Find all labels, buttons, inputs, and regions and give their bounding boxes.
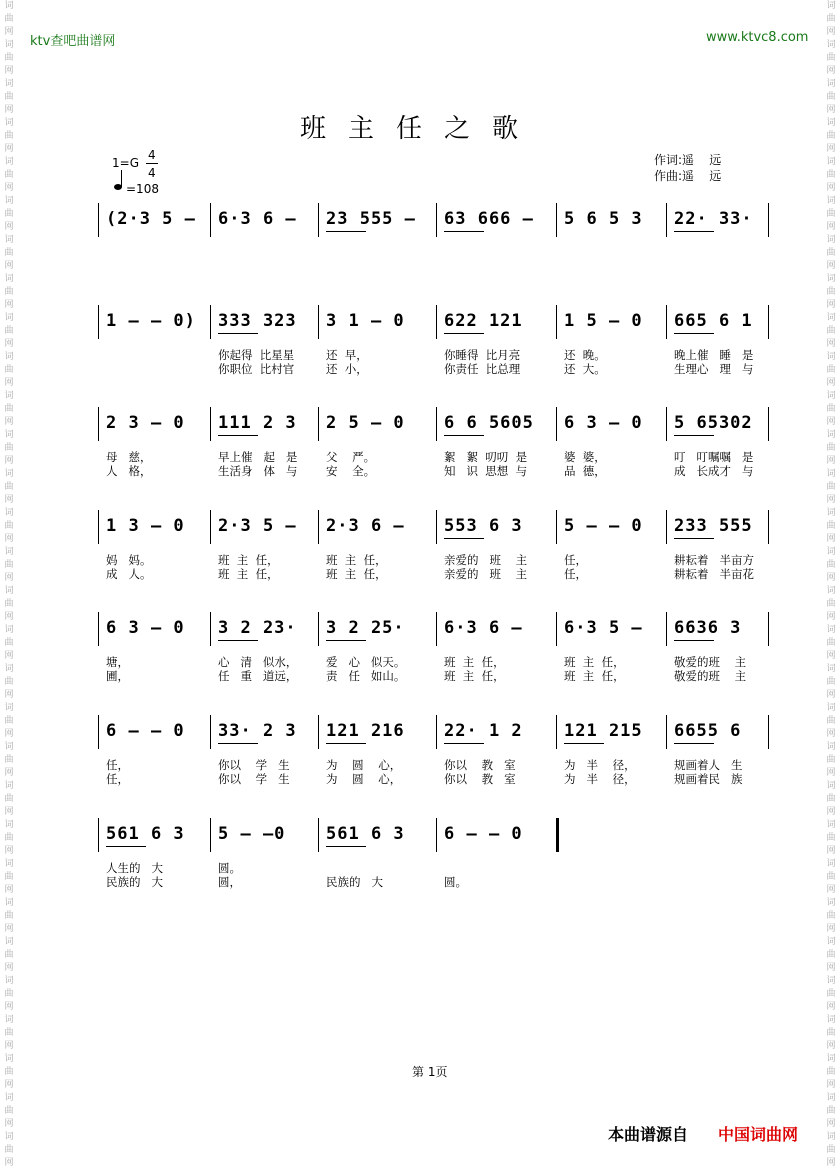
measure: 6 6 5605 [444, 413, 534, 433]
bar-line [210, 818, 211, 852]
lyric-line: 任， [106, 772, 129, 786]
lyric-line: 民族的 大 [106, 875, 163, 889]
bar-line [318, 305, 319, 339]
beam-line [444, 435, 484, 436]
bar-line [666, 612, 667, 646]
measure: 6636 3 [674, 618, 742, 638]
lyric-line: 你责任 比总理 [444, 362, 521, 376]
bar-line [98, 818, 99, 852]
lyric-line: 班 主 任， [564, 669, 625, 683]
bar-line [556, 510, 557, 544]
beam-line [218, 743, 258, 744]
bar-line [436, 510, 437, 544]
quarter-note-stem [121, 170, 122, 187]
bar-line [436, 203, 437, 237]
lyric-line: 你起得 比星星 [218, 348, 295, 362]
bar-line [556, 715, 557, 749]
score-row [98, 715, 768, 795]
bar-line [768, 510, 769, 544]
bar-line [666, 305, 667, 339]
beam-line [444, 333, 484, 334]
measure: 6·3 5 – [564, 618, 643, 638]
lyric-line: 圆， [218, 875, 241, 889]
lyric-line: 班 主 任， [326, 567, 387, 581]
measure: 33· 2 3 [218, 721, 297, 741]
lyric-line: 规画着人 生 [674, 758, 743, 772]
lyric-line: 你睡得 比月亮 [444, 348, 521, 362]
lyric-line: 任， [564, 567, 587, 581]
bar-line [436, 407, 437, 441]
beam-line [444, 743, 484, 744]
measure: 2 5 – 0 [326, 413, 405, 433]
bar-line [210, 407, 211, 441]
page-number: 第 1页 [412, 1065, 448, 1079]
lyric-line: 安 全。 [326, 464, 376, 478]
measure: 3 2 25· [326, 618, 405, 638]
lyric-line: 班 主 任， [564, 655, 625, 669]
beam-line [326, 231, 366, 232]
bar-line [556, 612, 557, 646]
bar-line [210, 510, 211, 544]
lyric-line: 圃， [106, 669, 129, 683]
bar-line [318, 715, 319, 749]
measure: 622 121 [444, 311, 523, 331]
beam-line [326, 743, 366, 744]
bar-line [436, 818, 437, 852]
header-site-name[interactable]: ktv查吧曲谱网 [30, 34, 116, 49]
lyric-line: 妈 妈。 [106, 553, 152, 567]
bar-line [666, 203, 667, 237]
lyric-line: 耕耘着 半亩花 [674, 567, 754, 581]
time-signature-top: 4 [148, 148, 156, 162]
beam-line [444, 538, 484, 539]
score-row [98, 407, 768, 487]
bar-line [318, 510, 319, 544]
lyric-line: 责 任 如山。 [326, 669, 406, 683]
lyric-line: 耕耘着 半亩方 [674, 553, 754, 567]
bar-line [98, 612, 99, 646]
measure: 63 666 – [444, 209, 534, 229]
song-title: 班主任之歌 [300, 114, 541, 144]
lyric-line: 还 小， [326, 362, 368, 376]
lyric-line: 任 重 道远， [218, 669, 298, 683]
beam-line [674, 743, 714, 744]
bar-line [768, 407, 769, 441]
bar-line [556, 203, 557, 237]
measure: 5 6 5 3 [564, 209, 643, 229]
beam-line [674, 435, 714, 436]
time-signature-bottom: 4 [148, 166, 156, 180]
bar-line [98, 715, 99, 749]
measure: 23 555 – [326, 209, 416, 229]
lyric-line: 早上催 起 是 [218, 450, 298, 464]
footer-source-label: 本曲谱源自 [608, 1125, 689, 1144]
lyric-line: 塘， [106, 655, 129, 669]
measure: 3 2 23· [218, 618, 297, 638]
beam-line [674, 333, 714, 334]
bar-line [436, 715, 437, 749]
lyric-line: 还 晚。 [564, 348, 606, 362]
measure: 2 3 – 0 [106, 413, 185, 433]
bar-line [210, 305, 211, 339]
lyric-line: 亲爱的 班 主 [444, 567, 528, 581]
bar-line [318, 612, 319, 646]
lyricist-credit: 作词:遥 远 [654, 153, 722, 167]
measure: 22· 33· [674, 209, 753, 229]
measure: 561 6 3 [326, 824, 405, 844]
score-row [98, 612, 768, 692]
time-signature-line [146, 163, 158, 164]
measure: 1 – – 0) [106, 311, 196, 331]
measure: 233 555 [674, 516, 753, 536]
bar-line [436, 612, 437, 646]
bar-line [556, 305, 557, 339]
bar-line [210, 715, 211, 749]
lyric-line: 敬爱的班 主 [674, 669, 747, 683]
bar-line [768, 203, 769, 237]
lyric-line: 父 严。 [326, 450, 376, 464]
lyric-line: 品 德， [564, 464, 606, 478]
lyric-line: 规画着民 族 [674, 772, 743, 786]
lyric-line: 圆。 [218, 861, 241, 875]
lyric-line: 絮 絮 叨叨 是 [444, 450, 528, 464]
beam-line [106, 846, 146, 847]
tempo-marking: =108 [126, 182, 159, 196]
beam-line [218, 435, 258, 436]
lyric-line: 婆 婆， [564, 450, 606, 464]
beam-line [444, 231, 484, 232]
lyric-line: 你以 学 生 [218, 772, 290, 786]
bar-line [318, 203, 319, 237]
lyric-line: 爱 心 似天。 [326, 655, 406, 669]
lyric-line: 任， [564, 553, 587, 567]
bar-line [98, 305, 99, 339]
lyric-line: 人生的 大 [106, 861, 163, 875]
side-watermark-right: 词 曲 网 词 曲 网 词 曲 网 词 曲 网 词 曲 网 词 曲 网 词 曲 网 词 曲 网 词 曲 网 词 曲 网 词 曲 网 词 曲 网 词 曲 网 词 曲 网 词 曲 网 词 曲 网 词 曲 网 词 曲 网 词 曲 网 词 曲 网 词 曲 网 词 曲 网 词 曲 网 词 曲 网 词 曲 网 词 曲 网 词 曲 网 词 曲 网 词 曲 网 词 曲 网 [826, 1, 836, 1168]
measure: 553 6 3 [444, 516, 523, 536]
lyric-line: 班 主 任， [218, 567, 279, 581]
measure: 561 6 3 [106, 824, 185, 844]
lyric-line: 班 主 任， [218, 553, 279, 567]
lyric-line: 叮 叮嘱嘱 是 [674, 450, 754, 464]
measure: 6 3 – 0 [564, 413, 643, 433]
lyric-line: 你以 学 生 [218, 758, 290, 772]
bar-line [98, 203, 99, 237]
measure: 665 6 1 [674, 311, 753, 331]
bar-line [210, 203, 211, 237]
lyric-line: 知 识 思想 与 [444, 464, 528, 478]
beam-line [218, 333, 258, 334]
final-bar-line [556, 818, 559, 852]
beam-line [326, 640, 366, 641]
lyric-line: 你职位 比村官 [218, 362, 295, 376]
measure: 22· 1 2 [444, 721, 523, 741]
measure: (2·3 5 – [106, 209, 196, 229]
bar-line [666, 510, 667, 544]
measure: 5 65302 [674, 413, 753, 433]
lyric-line: 为 圆 心， [326, 758, 402, 772]
bar-line [318, 407, 319, 441]
lyric-line: 还 早， [326, 348, 368, 362]
bar-line [98, 407, 99, 441]
bar-line [768, 715, 769, 749]
beam-line [674, 538, 714, 539]
measure: 1 5 – 0 [564, 311, 643, 331]
measure: 6 – – 0 [106, 721, 185, 741]
lyric-line: 心 清 似水， [218, 655, 298, 669]
score-row [98, 818, 768, 898]
lyric-line: 为 圆 心， [326, 772, 402, 786]
composer-credit: 作曲:遥 远 [654, 169, 722, 183]
measure: 121 216 [326, 721, 405, 741]
measure: 5 – – 0 [564, 516, 643, 536]
measure: 111 2 3 [218, 413, 297, 433]
lyric-line: 任， [106, 758, 129, 772]
lyric-line: 民族的 大 [326, 875, 383, 889]
header-site-url[interactable]: www.ktvc8.com [706, 30, 809, 45]
beam-line [674, 640, 714, 641]
lyric-line: 敬爱的班 主 [674, 655, 747, 669]
bar-line [98, 510, 99, 544]
score-row [98, 305, 768, 385]
score-row [98, 510, 768, 590]
lyric-line: 班 主 任， [444, 655, 505, 669]
bar-line [318, 818, 319, 852]
bar-line [768, 305, 769, 339]
lyric-line: 生理心 理 与 [674, 362, 754, 376]
measure: 6 3 – 0 [106, 618, 185, 638]
lyric-line: 班 主 任， [444, 669, 505, 683]
measure: 6655 6 [674, 721, 742, 741]
bar-line [436, 305, 437, 339]
side-watermark-left: 词 曲 网 词 曲 网 词 曲 网 词 曲 网 词 曲 网 词 曲 网 词 曲 网 词 曲 网 词 曲 网 词 曲 网 词 曲 网 词 曲 网 词 曲 网 词 曲 网 词 曲 网 词 曲 网 词 曲 网 词 曲 网 词 曲 网 词 曲 网 词 曲 网 词 曲 网 词 曲 网 词 曲 网 词 曲 网 词 曲 网 词 曲 网 词 曲 网 词 曲 网 词 曲 网 [4, 1, 14, 1168]
bar-line [210, 612, 211, 646]
measure: 1 3 – 0 [106, 516, 185, 536]
lyric-line: 还 大。 [564, 362, 606, 376]
measure: 5 – –0 [218, 824, 286, 844]
footer-source-site[interactable]: 中国词曲网 [718, 1125, 799, 1144]
score-row [98, 203, 768, 283]
lyric-line: 母 慈， [106, 450, 152, 464]
measure: 6 – – 0 [444, 824, 523, 844]
lyric-line: 圆。 [444, 875, 467, 889]
measure: 2·3 6 – [326, 516, 405, 536]
lyric-line: 成 人。 [106, 567, 152, 581]
lyric-line: 成 长成才 与 [674, 464, 754, 478]
lyric-line: 为 半 径， [564, 758, 636, 772]
key-signature: 1=G [112, 156, 139, 170]
lyric-line: 晚上催 睡 是 [674, 348, 754, 362]
lyric-line: 为 半 径， [564, 772, 636, 786]
measure: 121 215 [564, 721, 643, 741]
lyric-line: 生活身 体 与 [218, 464, 298, 478]
lyric-line: 你以 教 室 [444, 758, 516, 772]
measure: 2·3 5 – [218, 516, 297, 536]
measure: 6·3 6 – [444, 618, 523, 638]
bar-line [556, 407, 557, 441]
beam-line [218, 640, 258, 641]
lyric-line: 你以 教 室 [444, 772, 516, 786]
measure: 6·3 6 – [218, 209, 297, 229]
beam-line [564, 743, 604, 744]
lyric-line: 人 格， [106, 464, 152, 478]
lyric-line: 亲爱的 班 主 [444, 553, 528, 567]
measure: 333 323 [218, 311, 297, 331]
beam-line [326, 846, 366, 847]
bar-line [666, 715, 667, 749]
measure: 3 1 – 0 [326, 311, 405, 331]
beam-line [674, 231, 714, 232]
lyric-line: 班 主 任， [326, 553, 387, 567]
bar-line [768, 612, 769, 646]
bar-line [666, 407, 667, 441]
